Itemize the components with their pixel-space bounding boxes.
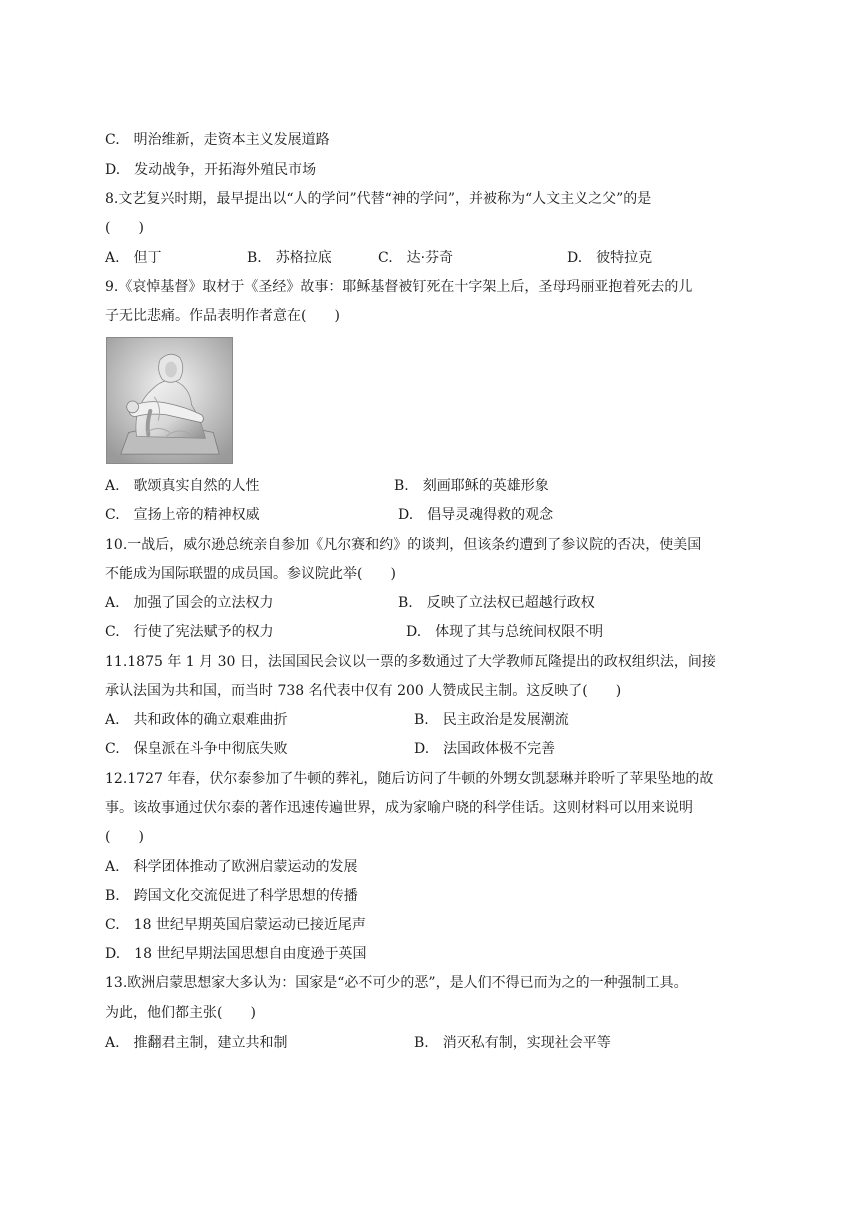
q10-option-d: D. 体现了其与总统间权限不明 [406,624,604,640]
q12-stem-line3: ( ) [105,829,144,845]
q9-option-c: C. 宣扬上帝的精神权威 [105,507,260,523]
q8-stem-line2: ( ) [105,220,144,236]
q12-option-a: A. 科学团体推动了欧洲启蒙运动的发展 [105,859,358,875]
q12-stem-line1: 12.1727 年春，伏尔泰参加了牛顿的葬礼，随后访问了牛顿的外甥女凯瑟琳并聆听了苹果坠地的故 [105,771,714,787]
q8-option-a: A. 但丁 [105,250,162,266]
q10-option-b: B. 反映了立法权已超越行政权 [398,595,595,611]
q11-stem-line1: 11.1875 年 1 月 30 日，法国国民会议以一票的多数通过了大学教师瓦隆提出的政权组织法，间接 [105,654,716,670]
q8-option-b: B. 苏格拉底 [247,250,332,266]
q9-option-a: A. 歌颂真实自然的人性 [105,478,260,494]
q7-option-c: C. 明治维新，走资本主义发展道路 [105,132,330,148]
q10-stem-line1: 10.一战后，威尔逊总统亲自参加《凡尔赛和约》的谈判，但该条约遭到了参议院的否决，使美国 [105,537,702,553]
q8-option-d: D. 彼特拉克 [567,250,653,266]
q7-option-d: D. 发动战争，开拓海外殖民市场 [105,162,317,178]
q12-option-d: D. 18 世纪早期法国思想自由度逊于英国 [105,946,367,962]
q9-option-b: B. 刻画耶稣的英雄形象 [394,478,549,494]
q13-option-a: A. 推翻君主制，建立共和制 [105,1035,288,1051]
q11-option-d: D. 法国政体极不完善 [414,741,556,757]
q13-stem-line2: 为此，他们都主张( ) [105,1005,256,1021]
q10-stem-line2: 不能成为国际联盟的成员国。参议院此举( ) [105,566,396,582]
pieta-sculpture-image [106,337,233,464]
q9-stem-line1: 9.《哀悼基督》取材于《圣经》故事：耶稣基督被钉死在十字架上后，圣母玛丽亚抱着死去的儿 [105,279,693,295]
q11-stem-line2: 承认法国为共和国，而当时 738 名代表中仅有 200 人赞成民主制。这反映了( ) [105,683,622,699]
q13-option-b: B. 消灭私有制，实现社会平等 [414,1035,611,1051]
q11-option-a: A. 共和政体的确立艰难曲折 [105,712,288,728]
q10-option-c: C. 行使了宪法赋予的权力 [105,624,274,640]
q11-option-c: C. 保皇派在斗争中彻底失败 [105,741,288,757]
q12-option-c: C. 18 世纪早期英国启蒙运动已接近尾声 [105,917,366,933]
q8-stem-line1: 8.文艺复兴时期，最早提出以“人的学问”代替“神的学问”，并被称为“人文主义之父”的是 [105,191,652,207]
q12-option-b: B. 跨国文化交流促进了科学思想的传播 [105,888,358,904]
q10-option-a: A. 加强了国会的立法权力 [105,595,274,611]
q13-stem-line1: 13.欧洲启蒙思想家大多认为：国家是“必不可少的恶”，是人们不得已而为之的一种强制工具。 [105,975,688,991]
q8-option-c: C. 达·芬奇 [378,250,454,266]
q12-stem-line2: 事。该故事通过伏尔泰的著作迅速传遍世界，成为家喻户晓的科学佳话。这则材料可以用来说明 [105,800,693,816]
q9-option-d: D. 倡导灵魂得救的观念 [398,507,554,523]
q11-option-b: B. 民主政治是发展潮流 [414,712,569,728]
q9-stem-line2: 子无比悲痛。作品表明作者意在( ) [105,308,340,324]
